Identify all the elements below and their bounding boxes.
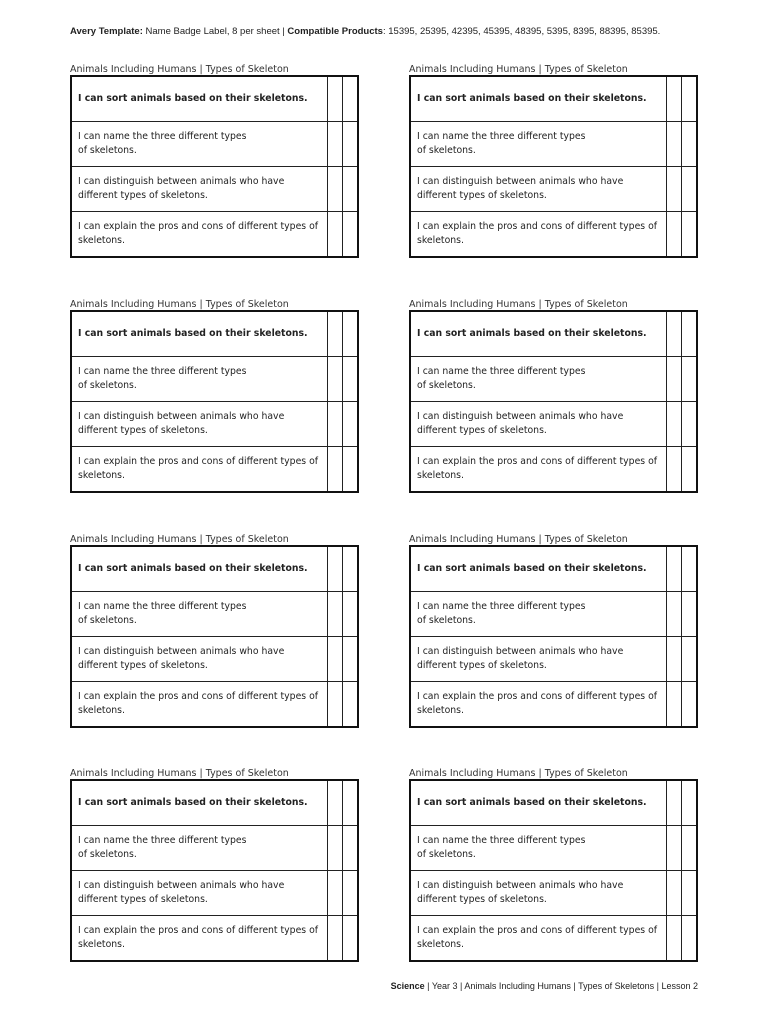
statement-text: I can name the three different types of skeletons. xyxy=(410,826,666,871)
check-box[interactable] xyxy=(681,76,697,122)
card-title: Animals Including Humans | Types of Skeleton xyxy=(70,768,289,779)
checklist-row xyxy=(71,357,358,402)
check-box[interactable] xyxy=(327,637,342,682)
checklist-row xyxy=(71,592,358,637)
footer xyxy=(391,981,698,991)
check-box[interactable] xyxy=(327,447,342,493)
check-box[interactable] xyxy=(681,871,697,916)
checklist-row xyxy=(71,122,358,167)
check-box[interactable] xyxy=(327,402,342,447)
check-box[interactable] xyxy=(342,402,358,447)
label-card xyxy=(409,768,698,950)
check-box[interactable] xyxy=(681,682,697,728)
statement-text: I can sort animals based on their skeletons. xyxy=(71,311,327,357)
check-box[interactable] xyxy=(666,546,681,592)
checklist-row xyxy=(410,122,697,167)
statement-text: I can explain the pros and cons of different types of skeletons. xyxy=(410,682,666,728)
checklist-table xyxy=(70,779,359,962)
checklist-row xyxy=(410,546,697,592)
statement-text: I can explain the pros and cons of different types of skeletons. xyxy=(410,447,666,493)
checklist-row xyxy=(410,780,697,826)
check-box[interactable] xyxy=(327,916,342,962)
checklist-row xyxy=(410,682,697,728)
check-box[interactable] xyxy=(666,871,681,916)
card-title: Animals Including Humans | Types of Skeleton xyxy=(70,534,289,545)
check-box[interactable] xyxy=(666,357,681,402)
statement-text: I can explain the pros and cons of different types of skeletons. xyxy=(71,682,327,728)
check-box[interactable] xyxy=(342,167,358,212)
statement-text: I can distinguish between animals who have different types of skeletons. xyxy=(71,871,327,916)
statement-text: I can distinguish between animals who have different types of skeletons. xyxy=(410,637,666,682)
check-box[interactable] xyxy=(342,311,358,357)
statement-text: I can sort animals based on their skeletons. xyxy=(410,780,666,826)
check-box[interactable] xyxy=(342,780,358,826)
checklist-table xyxy=(409,310,698,493)
check-box[interactable] xyxy=(342,122,358,167)
checklist-table xyxy=(409,545,698,728)
statement-text: I can name the three different types of skeletons. xyxy=(71,592,327,637)
statement-text: I can explain the pros and cons of different types of skeletons. xyxy=(410,916,666,962)
check-box[interactable] xyxy=(342,447,358,493)
check-box[interactable] xyxy=(327,682,342,728)
check-box[interactable] xyxy=(681,122,697,167)
statement-text: I can distinguish between animals who have different types of skeletons. xyxy=(71,167,327,212)
statement-text: I can distinguish between animals who have different types of skeletons. xyxy=(410,167,666,212)
check-box[interactable] xyxy=(327,546,342,592)
check-box[interactable] xyxy=(681,167,697,212)
check-box[interactable] xyxy=(342,546,358,592)
card-title: Animals Including Humans | Types of Skeleton xyxy=(70,64,289,75)
checklist-row xyxy=(71,682,358,728)
check-box[interactable] xyxy=(327,311,342,357)
check-box[interactable] xyxy=(681,212,697,258)
checklist-row xyxy=(71,780,358,826)
check-box[interactable] xyxy=(327,826,342,871)
check-box[interactable] xyxy=(681,637,697,682)
statement-text: I can explain the pros and cons of different types of skeletons. xyxy=(71,916,327,962)
check-box[interactable] xyxy=(342,357,358,402)
statement-text: I can name the three different types of skeletons. xyxy=(71,122,327,167)
statement-text: I can distinguish between animals who have different types of skeletons. xyxy=(71,402,327,447)
statement-text: I can name the three different types of skeletons. xyxy=(410,592,666,637)
label-card xyxy=(70,299,359,481)
label-card xyxy=(70,768,359,950)
template-label: Avery Template: xyxy=(70,26,143,37)
check-box[interactable] xyxy=(666,780,681,826)
card-title: Animals Including Humans | Types of Skeleton xyxy=(409,64,628,75)
check-box[interactable] xyxy=(342,871,358,916)
check-box[interactable] xyxy=(342,682,358,728)
check-box[interactable] xyxy=(327,212,342,258)
check-box[interactable] xyxy=(666,212,681,258)
statement-text: I can sort animals based on their skeletons. xyxy=(410,311,666,357)
check-box[interactable] xyxy=(681,916,697,962)
check-box[interactable] xyxy=(327,592,342,637)
checklist-row xyxy=(71,311,358,357)
check-box[interactable] xyxy=(342,826,358,871)
checklist-row xyxy=(71,447,358,493)
checklist-row xyxy=(410,311,697,357)
check-box[interactable] xyxy=(681,592,697,637)
checklist-row xyxy=(71,546,358,592)
check-box[interactable] xyxy=(666,311,681,357)
footer-details: | Year 3 | Animals Including Humans | Types of Skeletons | Lesson 2 xyxy=(424,981,698,991)
check-box[interactable] xyxy=(342,637,358,682)
checklist-row xyxy=(410,916,697,962)
check-box[interactable] xyxy=(666,122,681,167)
check-box[interactable] xyxy=(681,780,697,826)
check-box[interactable] xyxy=(327,357,342,402)
statement-text: I can name the three different types of skeletons. xyxy=(410,122,666,167)
checklist-table xyxy=(409,75,698,258)
products-value: : 15395, 25395, 42395, 45395, 48395, 5395, 8395, 88395, 85395. xyxy=(382,26,661,37)
check-box[interactable] xyxy=(666,637,681,682)
footer-subject: Science xyxy=(390,981,425,991)
statement-text: I can distinguish between animals who have different types of skeletons. xyxy=(71,637,327,682)
statement-text: I can explain the pros and cons of different types of skeletons. xyxy=(71,212,327,258)
checklist-row xyxy=(410,402,697,447)
template-value: Name Badge Label, 8 per sheet | xyxy=(142,26,288,37)
statement-text: I can sort animals based on their skeletons. xyxy=(410,76,666,122)
checklist-row xyxy=(410,76,697,122)
check-box[interactable] xyxy=(666,916,681,962)
check-box[interactable] xyxy=(327,780,342,826)
check-box[interactable] xyxy=(666,826,681,871)
check-box[interactable] xyxy=(327,122,342,167)
label-card xyxy=(70,64,359,246)
checklist-row xyxy=(71,871,358,916)
label-card xyxy=(409,534,698,716)
statement-text: I can sort animals based on their skeletons. xyxy=(410,546,666,592)
statement-text: I can name the three different types of skeletons. xyxy=(71,826,327,871)
check-box[interactable] xyxy=(681,447,697,493)
check-box[interactable] xyxy=(666,76,681,122)
check-box[interactable] xyxy=(681,357,697,402)
label-card xyxy=(409,64,698,246)
check-box[interactable] xyxy=(342,212,358,258)
checklist-table xyxy=(70,545,359,728)
check-box[interactable] xyxy=(681,402,697,447)
products-label: Compatible Products xyxy=(287,26,383,37)
checklist-row xyxy=(410,826,697,871)
check-box[interactable] xyxy=(666,447,681,493)
card-title: Animals Including Humans | Types of Skeleton xyxy=(70,299,289,310)
statement-text: I can name the three different types of skeletons. xyxy=(410,357,666,402)
statement-text: I can sort animals based on their skeletons. xyxy=(71,546,327,592)
check-box[interactable] xyxy=(342,592,358,637)
label-card xyxy=(409,299,698,481)
checklist-row xyxy=(71,212,358,258)
statement-text: I can sort animals based on their skeletons. xyxy=(71,780,327,826)
checklist-row xyxy=(71,826,358,871)
checklist-row xyxy=(71,916,358,962)
checklist-row xyxy=(410,212,697,258)
card-title: Animals Including Humans | Types of Skeleton xyxy=(409,534,628,545)
checklist-row xyxy=(410,871,697,916)
avery-template-header xyxy=(70,26,660,37)
statement-text: I can distinguish between animals who have different types of skeletons. xyxy=(410,871,666,916)
label-card xyxy=(70,534,359,716)
statement-text: I can explain the pros and cons of different types of skeletons. xyxy=(71,447,327,493)
checklist-row xyxy=(410,637,697,682)
check-box[interactable] xyxy=(327,871,342,916)
checklist-table xyxy=(409,779,698,962)
card-title: Animals Including Humans | Types of Skeleton xyxy=(409,299,628,310)
checklist-row xyxy=(71,637,358,682)
checklist-row xyxy=(71,76,358,122)
checklist-row xyxy=(71,402,358,447)
checklist-row xyxy=(410,592,697,637)
card-title: Animals Including Humans | Types of Skeleton xyxy=(409,768,628,779)
statement-text: I can name the three different types of skeletons. xyxy=(71,357,327,402)
check-box[interactable] xyxy=(666,682,681,728)
check-box[interactable] xyxy=(681,311,697,357)
check-box[interactable] xyxy=(327,167,342,212)
check-box[interactable] xyxy=(666,167,681,212)
checklist-row xyxy=(410,357,697,402)
statement-text: I can explain the pros and cons of different types of skeletons. xyxy=(410,212,666,258)
check-box[interactable] xyxy=(681,546,697,592)
checklist-row xyxy=(410,167,697,212)
check-box[interactable] xyxy=(681,826,697,871)
statement-text: I can sort animals based on their skeletons. xyxy=(71,76,327,122)
checklist-table xyxy=(70,75,359,258)
checklist-row xyxy=(410,447,697,493)
check-box[interactable] xyxy=(666,402,681,447)
checklist-row xyxy=(71,167,358,212)
check-box[interactable] xyxy=(666,592,681,637)
check-box[interactable] xyxy=(327,76,342,122)
check-box[interactable] xyxy=(342,76,358,122)
statement-text: I can distinguish between animals who have different types of skeletons. xyxy=(410,402,666,447)
check-box[interactable] xyxy=(342,916,358,962)
checklist-table xyxy=(70,310,359,493)
